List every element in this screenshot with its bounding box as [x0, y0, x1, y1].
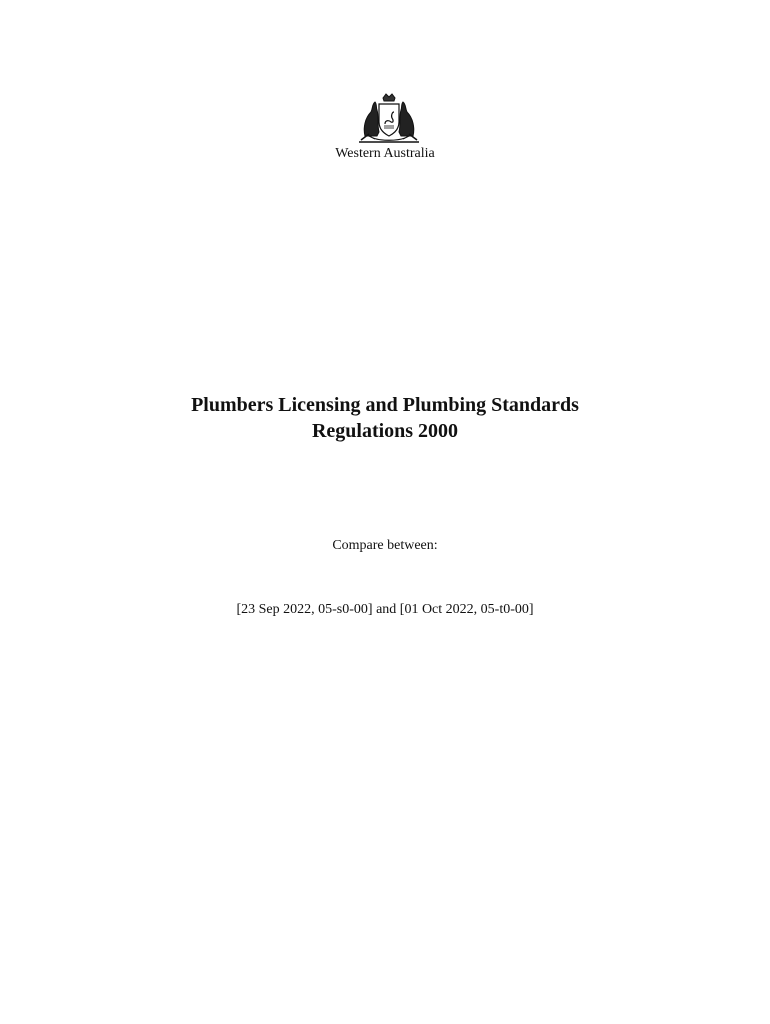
coat-of-arms-icon [355, 92, 423, 144]
jurisdiction-label: Western Australia [335, 146, 435, 161]
document-title-line-1: Plumbers Licensing and Plumbing Standards [191, 394, 579, 416]
document-title-line-2: Regulations 2000 [311, 420, 459, 442]
document-title [0, 392, 770, 444]
compare-range: [23 Sep 2022, 05-s0-00] and [01 Oct 2022, 05-t0-00] [236, 602, 534, 617]
compare-label: Compare between: [332, 538, 438, 553]
